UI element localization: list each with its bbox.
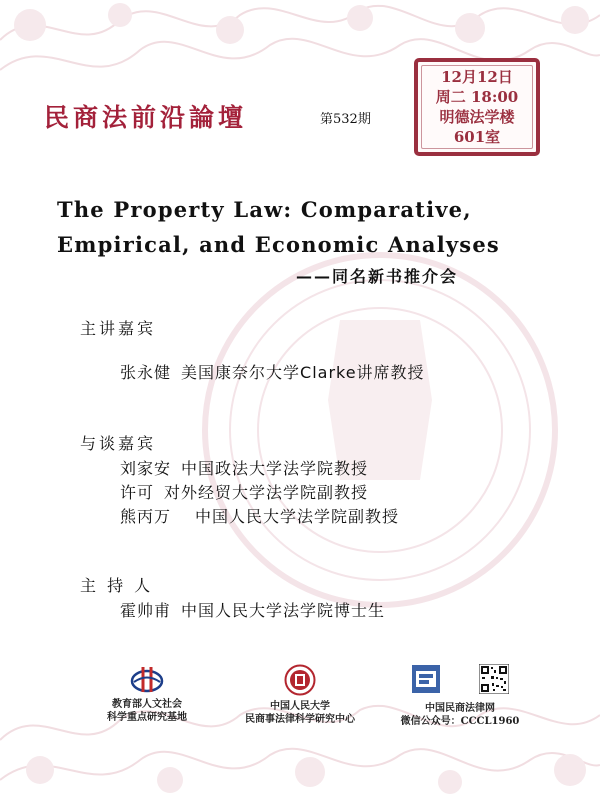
issue-number: 第532期 xyxy=(320,112,371,127)
keynote-speaker xyxy=(120,360,425,383)
footer-ruc-line-1: 中国人民大学 xyxy=(270,701,330,712)
footer-civillaw-line-1: 中国民商法律网 xyxy=(425,703,495,714)
discussants-label: 与谈嘉宾 xyxy=(80,434,157,453)
host-label: 主 持 人 xyxy=(80,576,154,595)
discussant-name: 刘家安 xyxy=(120,459,172,478)
stamp-date: 12月12日 xyxy=(441,68,513,86)
discussant-title: 中国人民大学法学院副教授 xyxy=(195,507,400,526)
lecture-title-line-2: Empirical, and Economic Analyses xyxy=(57,232,500,257)
event-stamp xyxy=(414,58,540,156)
discussant-title: 中国政法大学法学院教授 xyxy=(181,459,369,478)
stamp-time: 周二 18:00 xyxy=(435,88,519,106)
discussant-name: 许可 xyxy=(120,483,155,502)
keynote-label: 主讲嘉宾 xyxy=(80,319,157,338)
discussant-title: 对外经贸大学法学院副教授 xyxy=(164,483,369,502)
footer-civillaw-line-2: 微信公众号：CCCL1960 xyxy=(400,716,520,727)
forum-title: 民商法前沿論壇 xyxy=(44,103,248,132)
footer-ruc-center xyxy=(225,664,375,726)
stamp-room: 601室 xyxy=(453,128,501,146)
host-name: 霍帅甫 xyxy=(120,601,172,620)
footer-moe-line-1: 教育部人文社会 xyxy=(112,699,182,710)
lecture-title-line-1: The Property Law: Comparative, xyxy=(57,197,472,222)
discussant-row xyxy=(120,504,399,527)
lecture-title xyxy=(57,192,577,262)
footer-civillaw-net xyxy=(395,664,525,728)
keynote-title: 美国康奈尔大学Clarke讲席教授 xyxy=(181,363,425,382)
lecture-subtitle: ——同名新书推介会 xyxy=(296,267,459,286)
footer-ruc-line-2: 民商事法律科学研究中心 xyxy=(245,714,355,725)
moe-logo-icon xyxy=(130,664,164,694)
footer-moe-base xyxy=(82,664,212,724)
keynote-name: 张永健 xyxy=(120,363,172,382)
discussant-name: 熊丙万 xyxy=(120,507,172,526)
center-seal-icon xyxy=(284,664,316,696)
host-title: 中国人民大学法学院博士生 xyxy=(181,601,386,620)
discussant-row xyxy=(120,456,368,479)
qr-code-icon[interactable] xyxy=(479,664,509,694)
footer-moe-line-2: 科学重点研究基地 xyxy=(107,712,187,723)
discussant-row xyxy=(120,480,368,503)
stamp-building: 明德法学楼 xyxy=(439,108,515,126)
civillaw-logo-icon xyxy=(411,664,441,694)
host-row xyxy=(120,598,385,621)
